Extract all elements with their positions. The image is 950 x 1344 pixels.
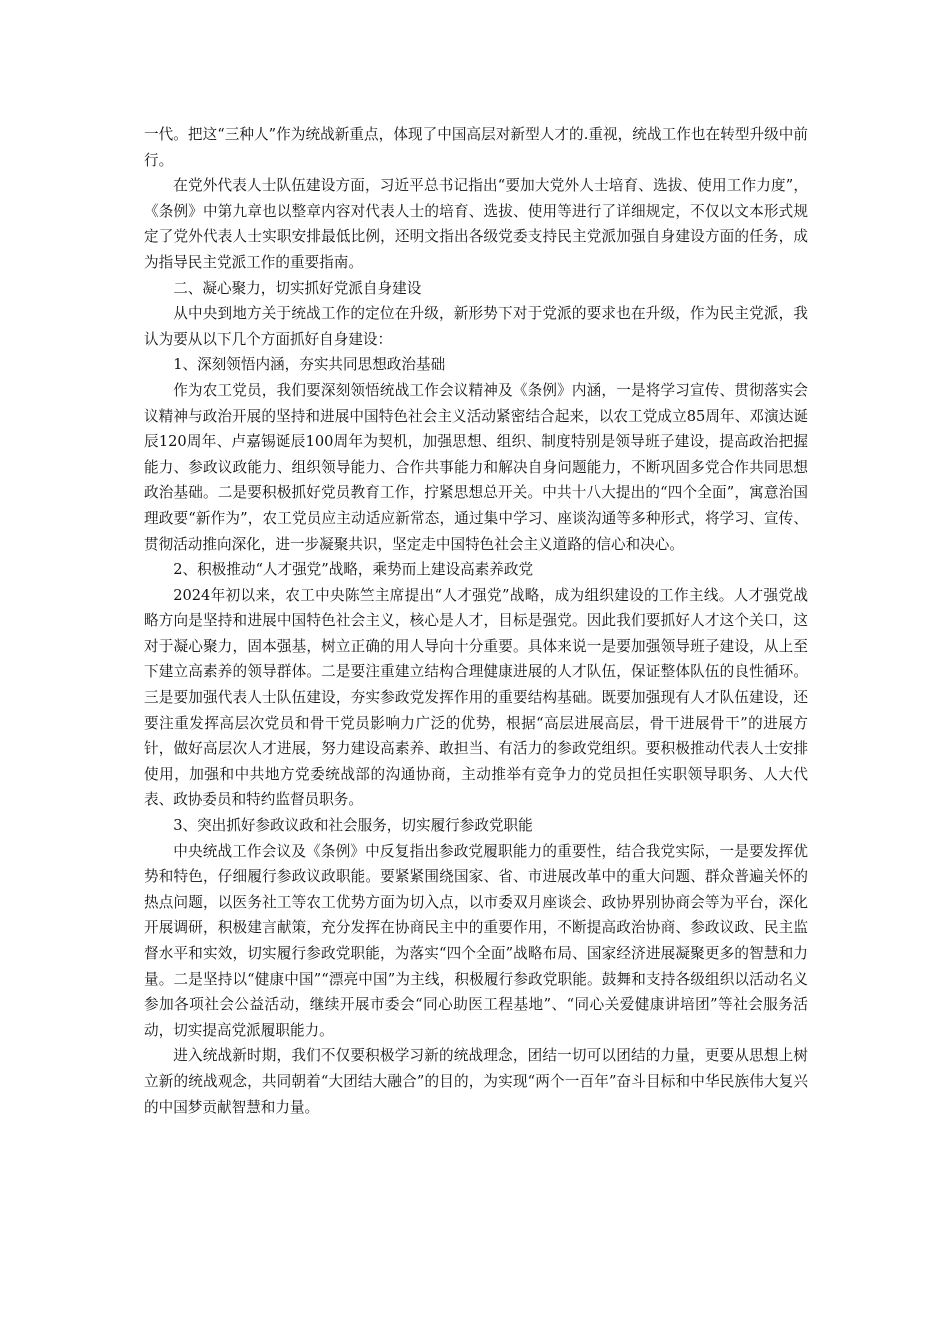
paragraph: 在党外代表人士队伍建设方面，习近平总书记指出“要加大党外人士培育、选拔、使用工作力度”，《条例》中第九章也以整章内容对代表人士的培育、选拔、使用等进行了详细规定，不仅以文本形式规定了党外代表人士实职安排最低比例，还明文指出各级党委支持民主党派加强自身建设方面的任务，成为指导民主党派工作的重要指南。 <box>144 177 808 271</box>
subsection-heading: 3、突出抓好参政议政和社会服务，切实履行参政党职能 <box>173 817 533 835</box>
section-heading: 二、凝心聚力，切实抓好党派自身建设 <box>173 279 422 297</box>
subsection-heading: 1、深刻领悟内涵，夯实共同思想政治基础 <box>173 356 446 374</box>
paragraph: 作为农工党员，我们要深刻领悟统战工作会议精神及《条例》内涵，一是将学习宣传、贯彻落实会议精神与政治开展的坚持和进展中国特色社会主义活动紧密结合起来，以农工党成立85周年、邓演达诞辰120周年、卢嘉锡诞辰100周年为契机，加强思想、组织、制度特别是领导班子建设，提高政治把握能力、参政议政能力、组织领导能力、合作共事能力和解决自身问题能力，不断巩固多党合作共同思想政治基础。二是要积极抓好党员教育工作，拧紧思想总开关。中共十八大提出的“四个全面”，寓意治国理政要“新作为”，农工党员应主动适应新常态，通过集中学习、座谈沟通等多种形式，将学习、宣传、贯彻活动推向深化，进一步凝聚共识，坚定走中国特色社会主义道路的信心和决心。 <box>144 381 808 553</box>
paragraph: 从中央到地方关于统战工作的定位在升级，新形势下对于党派的要求也在升级，作为民主党派，我认为要从以下几个方面抓好自身建设： <box>144 305 808 348</box>
document-body <box>144 122 808 1120</box>
paragraph: 进入统战新时期，我们不仅要积极学习新的统战理念，团结一切可以团结的力量，更要从思想上树立新的统战观念，共同朝着“大团结大融合”的目的，为实现“两个一百年”奋斗目标和中华民族伟大复兴的中国梦贡献智慧和力量。 <box>144 1047 808 1116</box>
subsection-heading: 2、积极推动“人才强党”战略，乘势而上建设高素养政党 <box>173 561 534 579</box>
paragraph: 一代。把这“三种人”作为统战新重点，体现了中国高层对新型人才的.重视，统战工作也在转型升级中前行。 <box>144 126 808 169</box>
paragraph: 2024年初以来，农工中央陈竺主席提出“人才强党”战略，成为组织建设的工作主线。人才强党战略方向是坚持和进展中国特色社会主义，核心是人才，目标是强党。因此我们要抓好人才这个关口，这对于凝心聚力，固本强基，树立正确的用人导向十分重要。具体来说一是要加强领导班子建设，从上至下建立高素养的领导群体。二是要注重建立结构合理健康进展的人才队伍，保证整体队伍的良性循环。三是要加强代表人士队伍建设，夯实参政党发挥作用的重要结构基础。既要加强现有人才队伍建设，还要注重发挥高层次党员和骨干党员影响力广泛的优势，根据“高层进展高层，骨干进展骨干”的进展方针，做好高层次人才进展，努力建设高素养、敢担当、有活力的参政党组织。要积极推动代表人士安排使用，加强和中共地方党委统战部的沟通协商，主动推举有竞争力的党员担任实职领导职务、人大代表、政协委员和特约监督员职务。 <box>144 586 808 809</box>
paragraph: 中央统战工作会议及《条例》中反复指出参政党履职能力的重要性，结合我党实际，一是要发挥优势和特色，仔细履行参政议政职能。要紧紧围绕国家、省、市进展改革中的重大问题、群众普遍关怀的热点问题，以医务社工等农工优势方面为切入点，以市委双月座谈会、政协界别协商会等为平台，深化开展调研，积极建言献策，充分发挥在协商民主中的重要作用，不断提高政治协商、参政议政、民主监督水平和实效，切实履行参政党职能，为落实“四个全面”战略布局、国家经济进展凝聚更多的智慧和力量。二是坚持以“健康中国”“漂亮中国”为主线，积极履行参政党职能。鼓舞和支持各级组织以活动名义参加各项社会公益活动，继续开展市委会“同心助医工程基地”、“同心关爱健康讲培团”等社会服务活动，切实提高党派履职能力。 <box>144 842 808 1039</box>
